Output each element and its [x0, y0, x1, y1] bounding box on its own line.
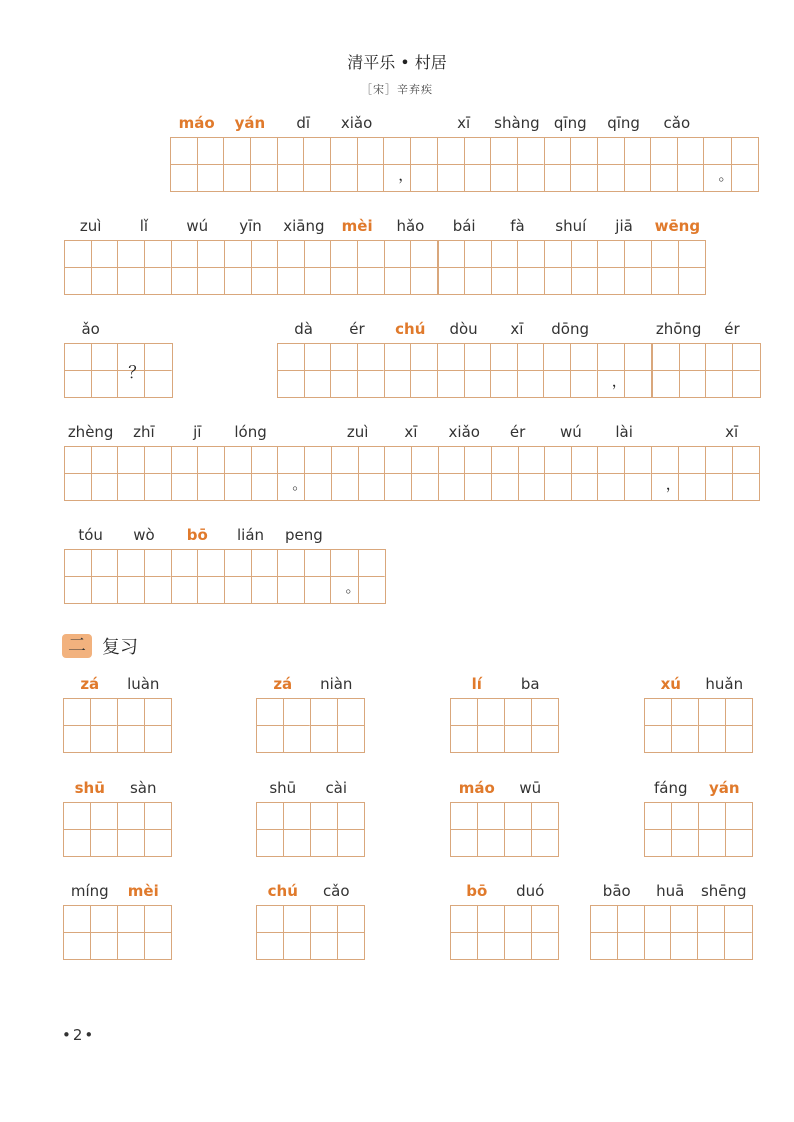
pinyin-label: mèi [341, 217, 373, 235]
pinyin-label: yīn [239, 217, 262, 235]
poem-title: 清平乐 • 村居 [347, 53, 447, 72]
punctuation-mark: ， [665, 475, 681, 493]
writing-cell[interactable] [331, 241, 384, 294]
writing-grid [437, 137, 759, 192]
pinyin-label: míng [70, 882, 109, 900]
writing-cell[interactable] [385, 447, 438, 500]
writing-grid [64, 549, 386, 604]
pinyin-label: cài [325, 779, 348, 797]
pinyin-label: chú [267, 882, 298, 900]
pinyin-label: shuí [555, 217, 587, 235]
writing-cell[interactable] [225, 550, 278, 603]
writing-cell[interactable] [706, 447, 759, 500]
writing-cell[interactable] [64, 699, 118, 752]
writing-cell[interactable] [698, 906, 752, 959]
writing-grid [438, 240, 706, 295]
writing-cell[interactable] [699, 803, 753, 856]
writing-cell[interactable] [492, 447, 545, 500]
writing-cell[interactable] [491, 138, 544, 191]
pinyin-label: ér [349, 320, 365, 338]
writing-cell[interactable] [278, 138, 331, 191]
writing-cell[interactable] [331, 550, 384, 603]
pinyin-label: hǎo [396, 217, 425, 235]
writing-cell[interactable] [645, 699, 699, 752]
pinyin-label: lí [471, 675, 482, 693]
pinyin-label: luàn [127, 675, 160, 693]
writing-cell[interactable] [505, 699, 559, 752]
writing-grid [277, 343, 652, 398]
pinyin-label: zhèng [67, 423, 114, 441]
writing-cell[interactable] [311, 906, 365, 959]
pinyin-label: jī [193, 423, 202, 441]
writing-cell[interactable] [652, 241, 705, 294]
punctuation-mark: ， [611, 372, 627, 390]
pinyin-label: xiāng [283, 217, 325, 235]
writing-cell[interactable] [257, 906, 311, 959]
writing-grid [63, 698, 172, 753]
writing-cell[interactable] [331, 344, 384, 397]
pinyin-label: dōng [551, 320, 589, 338]
writing-cell[interactable] [278, 447, 331, 500]
pinyin-label: shū [74, 779, 105, 797]
pinyin-label: wēng [654, 217, 701, 235]
writing-grid [331, 446, 706, 501]
pinyin-label: qīng [607, 114, 640, 132]
writing-cell[interactable] [118, 550, 171, 603]
writing-cell[interactable] [172, 550, 225, 603]
writing-cell[interactable] [118, 699, 172, 752]
pinyin-label: wú [186, 217, 209, 235]
writing-cell[interactable] [172, 447, 225, 500]
writing-grid [644, 698, 753, 753]
pinyin-label: máo [458, 779, 495, 797]
writing-grid [590, 905, 753, 960]
pinyin-label: cǎo [322, 882, 350, 900]
pinyin-label: bái [452, 217, 476, 235]
writing-cell[interactable] [225, 447, 278, 500]
pinyin-label: ér [724, 320, 740, 338]
pinyin-label: zuì [346, 423, 369, 441]
writing-cell[interactable] [172, 241, 225, 294]
writing-cell[interactable] [311, 803, 365, 856]
pinyin-label: xī [725, 423, 739, 441]
pinyin-label: fà [510, 217, 525, 235]
writing-cell[interactable] [652, 447, 705, 500]
pinyin-label: fáng [653, 779, 688, 797]
writing-cell[interactable] [278, 344, 331, 397]
writing-cell[interactable] [598, 241, 651, 294]
writing-cell[interactable] [331, 138, 384, 191]
writing-cell[interactable] [311, 699, 365, 752]
writing-cell[interactable] [704, 138, 757, 191]
writing-cell[interactable] [545, 138, 598, 191]
writing-grid [450, 802, 559, 857]
pinyin-label: zhōng [655, 320, 702, 338]
pinyin-label: xī [510, 320, 524, 338]
writing-cell[interactable] [544, 344, 597, 397]
writing-cell[interactable] [64, 906, 118, 959]
pinyin-label: niàn [320, 675, 353, 693]
pinyin-label: zuì [79, 217, 102, 235]
writing-cell[interactable] [439, 241, 492, 294]
pinyin-label: lài [615, 423, 633, 441]
writing-cell[interactable] [491, 344, 544, 397]
writing-cell[interactable] [257, 699, 311, 752]
punctuation-mark: 。 [292, 475, 308, 493]
writing-cell[interactable] [65, 344, 118, 397]
writing-cell[interactable] [706, 344, 759, 397]
poem-author: ［宋］辛弃疾 [361, 83, 433, 96]
writing-cell[interactable] [278, 550, 331, 603]
writing-grid [450, 698, 559, 753]
writing-cell[interactable] [332, 447, 385, 500]
pinyin-label: ǎo [81, 320, 100, 338]
writing-cell[interactable] [118, 344, 171, 397]
writing-grid [256, 698, 365, 753]
writing-grid [64, 446, 332, 501]
pinyin-label: xī [457, 114, 471, 132]
pinyin-label: shàng [494, 114, 540, 132]
writing-cell[interactable] [65, 550, 118, 603]
writing-cell[interactable] [438, 138, 491, 191]
pinyin-label: zá [273, 675, 293, 693]
writing-cell[interactable] [451, 906, 505, 959]
writing-cell[interactable] [653, 344, 706, 397]
page-number: •2• [62, 1026, 96, 1044]
writing-cell[interactable] [699, 699, 753, 752]
writing-grid [63, 802, 172, 857]
writing-grid [64, 343, 173, 398]
pinyin-label: dòu [449, 320, 478, 338]
writing-cell[interactable] [224, 138, 277, 191]
pinyin-label: zá [80, 675, 100, 693]
writing-grid [256, 802, 365, 857]
pinyin-label: sàn [129, 779, 157, 797]
writing-cell[interactable] [278, 241, 331, 294]
writing-cell[interactable] [118, 447, 171, 500]
pinyin-label: chú [395, 320, 426, 338]
punctuation-mark: ？ [128, 363, 146, 383]
pinyin-label: xiǎo [340, 114, 373, 132]
pinyin-label: yán [234, 114, 266, 132]
pinyin-label: lóng [234, 423, 267, 441]
pinyin-label: shēng [700, 882, 747, 900]
pinyin-label: wū [519, 779, 542, 797]
writing-cell[interactable] [545, 447, 598, 500]
writing-cell[interactable] [118, 906, 172, 959]
pinyin-label: jiā [615, 217, 633, 235]
writing-cell[interactable] [598, 447, 651, 500]
pinyin-label: cǎo [663, 114, 691, 132]
pinyin-label: xī [404, 423, 418, 441]
pinyin-label: lǐ [139, 217, 149, 235]
writing-cell[interactable] [651, 138, 704, 191]
pinyin-label: wò [133, 526, 155, 544]
writing-cell[interactable] [591, 906, 645, 959]
writing-cell[interactable] [505, 803, 559, 856]
writing-cell[interactable] [385, 241, 438, 294]
pinyin-label: mèi [127, 882, 159, 900]
writing-cell[interactable] [225, 241, 278, 294]
punctuation-mark: 。 [718, 166, 734, 184]
pinyin-label: máo [178, 114, 215, 132]
pinyin-label: shū [269, 779, 297, 797]
section-title: 复习 [102, 637, 138, 658]
pinyin-label: ba [520, 675, 540, 693]
writing-cell[interactable] [65, 241, 118, 294]
writing-grid [64, 240, 492, 295]
writing-grid [644, 802, 753, 857]
writing-grid [63, 905, 172, 960]
writing-grid [705, 446, 760, 501]
writing-cell[interactable] [65, 447, 118, 500]
pinyin-label: xiǎo [448, 423, 480, 441]
writing-cell[interactable] [171, 138, 224, 191]
pinyin-label: xú [660, 675, 681, 693]
writing-grid [652, 343, 761, 398]
pinyin-label: wú [559, 423, 582, 441]
pinyin-label: bō [466, 882, 488, 900]
writing-cell[interactable] [645, 803, 699, 856]
writing-cell[interactable] [505, 906, 559, 959]
pinyin-label: duó [516, 882, 545, 900]
pinyin-label: bāo [602, 882, 631, 900]
writing-cell[interactable] [64, 803, 118, 856]
writing-cell[interactable] [118, 241, 171, 294]
writing-cell[interactable] [385, 344, 438, 397]
writing-cell[interactable] [451, 699, 505, 752]
writing-cell[interactable] [384, 138, 437, 191]
pinyin-label: dī [296, 114, 311, 132]
writing-cell[interactable] [118, 803, 172, 856]
writing-grid [170, 137, 438, 192]
writing-cell[interactable] [598, 138, 651, 191]
pinyin-label: qīng [553, 114, 587, 132]
pinyin-label: zhī [133, 423, 155, 441]
pinyin-label: lián [237, 526, 265, 544]
writing-grid [256, 905, 365, 960]
punctuation-mark: ， [398, 166, 414, 184]
writing-cell[interactable] [438, 344, 491, 397]
pinyin-label: bō [186, 526, 208, 544]
pinyin-label: peng [284, 526, 323, 544]
writing-cell[interactable] [257, 803, 311, 856]
punctuation-mark: 。 [345, 578, 361, 596]
pinyin-label: dà [294, 320, 313, 338]
writing-cell[interactable] [545, 241, 598, 294]
writing-cell[interactable] [439, 447, 492, 500]
writing-grid [450, 905, 559, 960]
writing-cell[interactable] [645, 906, 699, 959]
section-header-review [62, 633, 138, 659]
pinyin-label: huǎn [705, 675, 744, 693]
pinyin-label: yán [708, 779, 740, 797]
pinyin-label: tóu [78, 526, 103, 544]
section-number-badge: 二 [62, 634, 92, 658]
pinyin-label: ér [509, 423, 526, 441]
pinyin-label: huā [656, 882, 685, 900]
writing-cell[interactable] [598, 344, 651, 397]
writing-cell[interactable] [451, 803, 505, 856]
writing-cell[interactable] [492, 241, 545, 294]
